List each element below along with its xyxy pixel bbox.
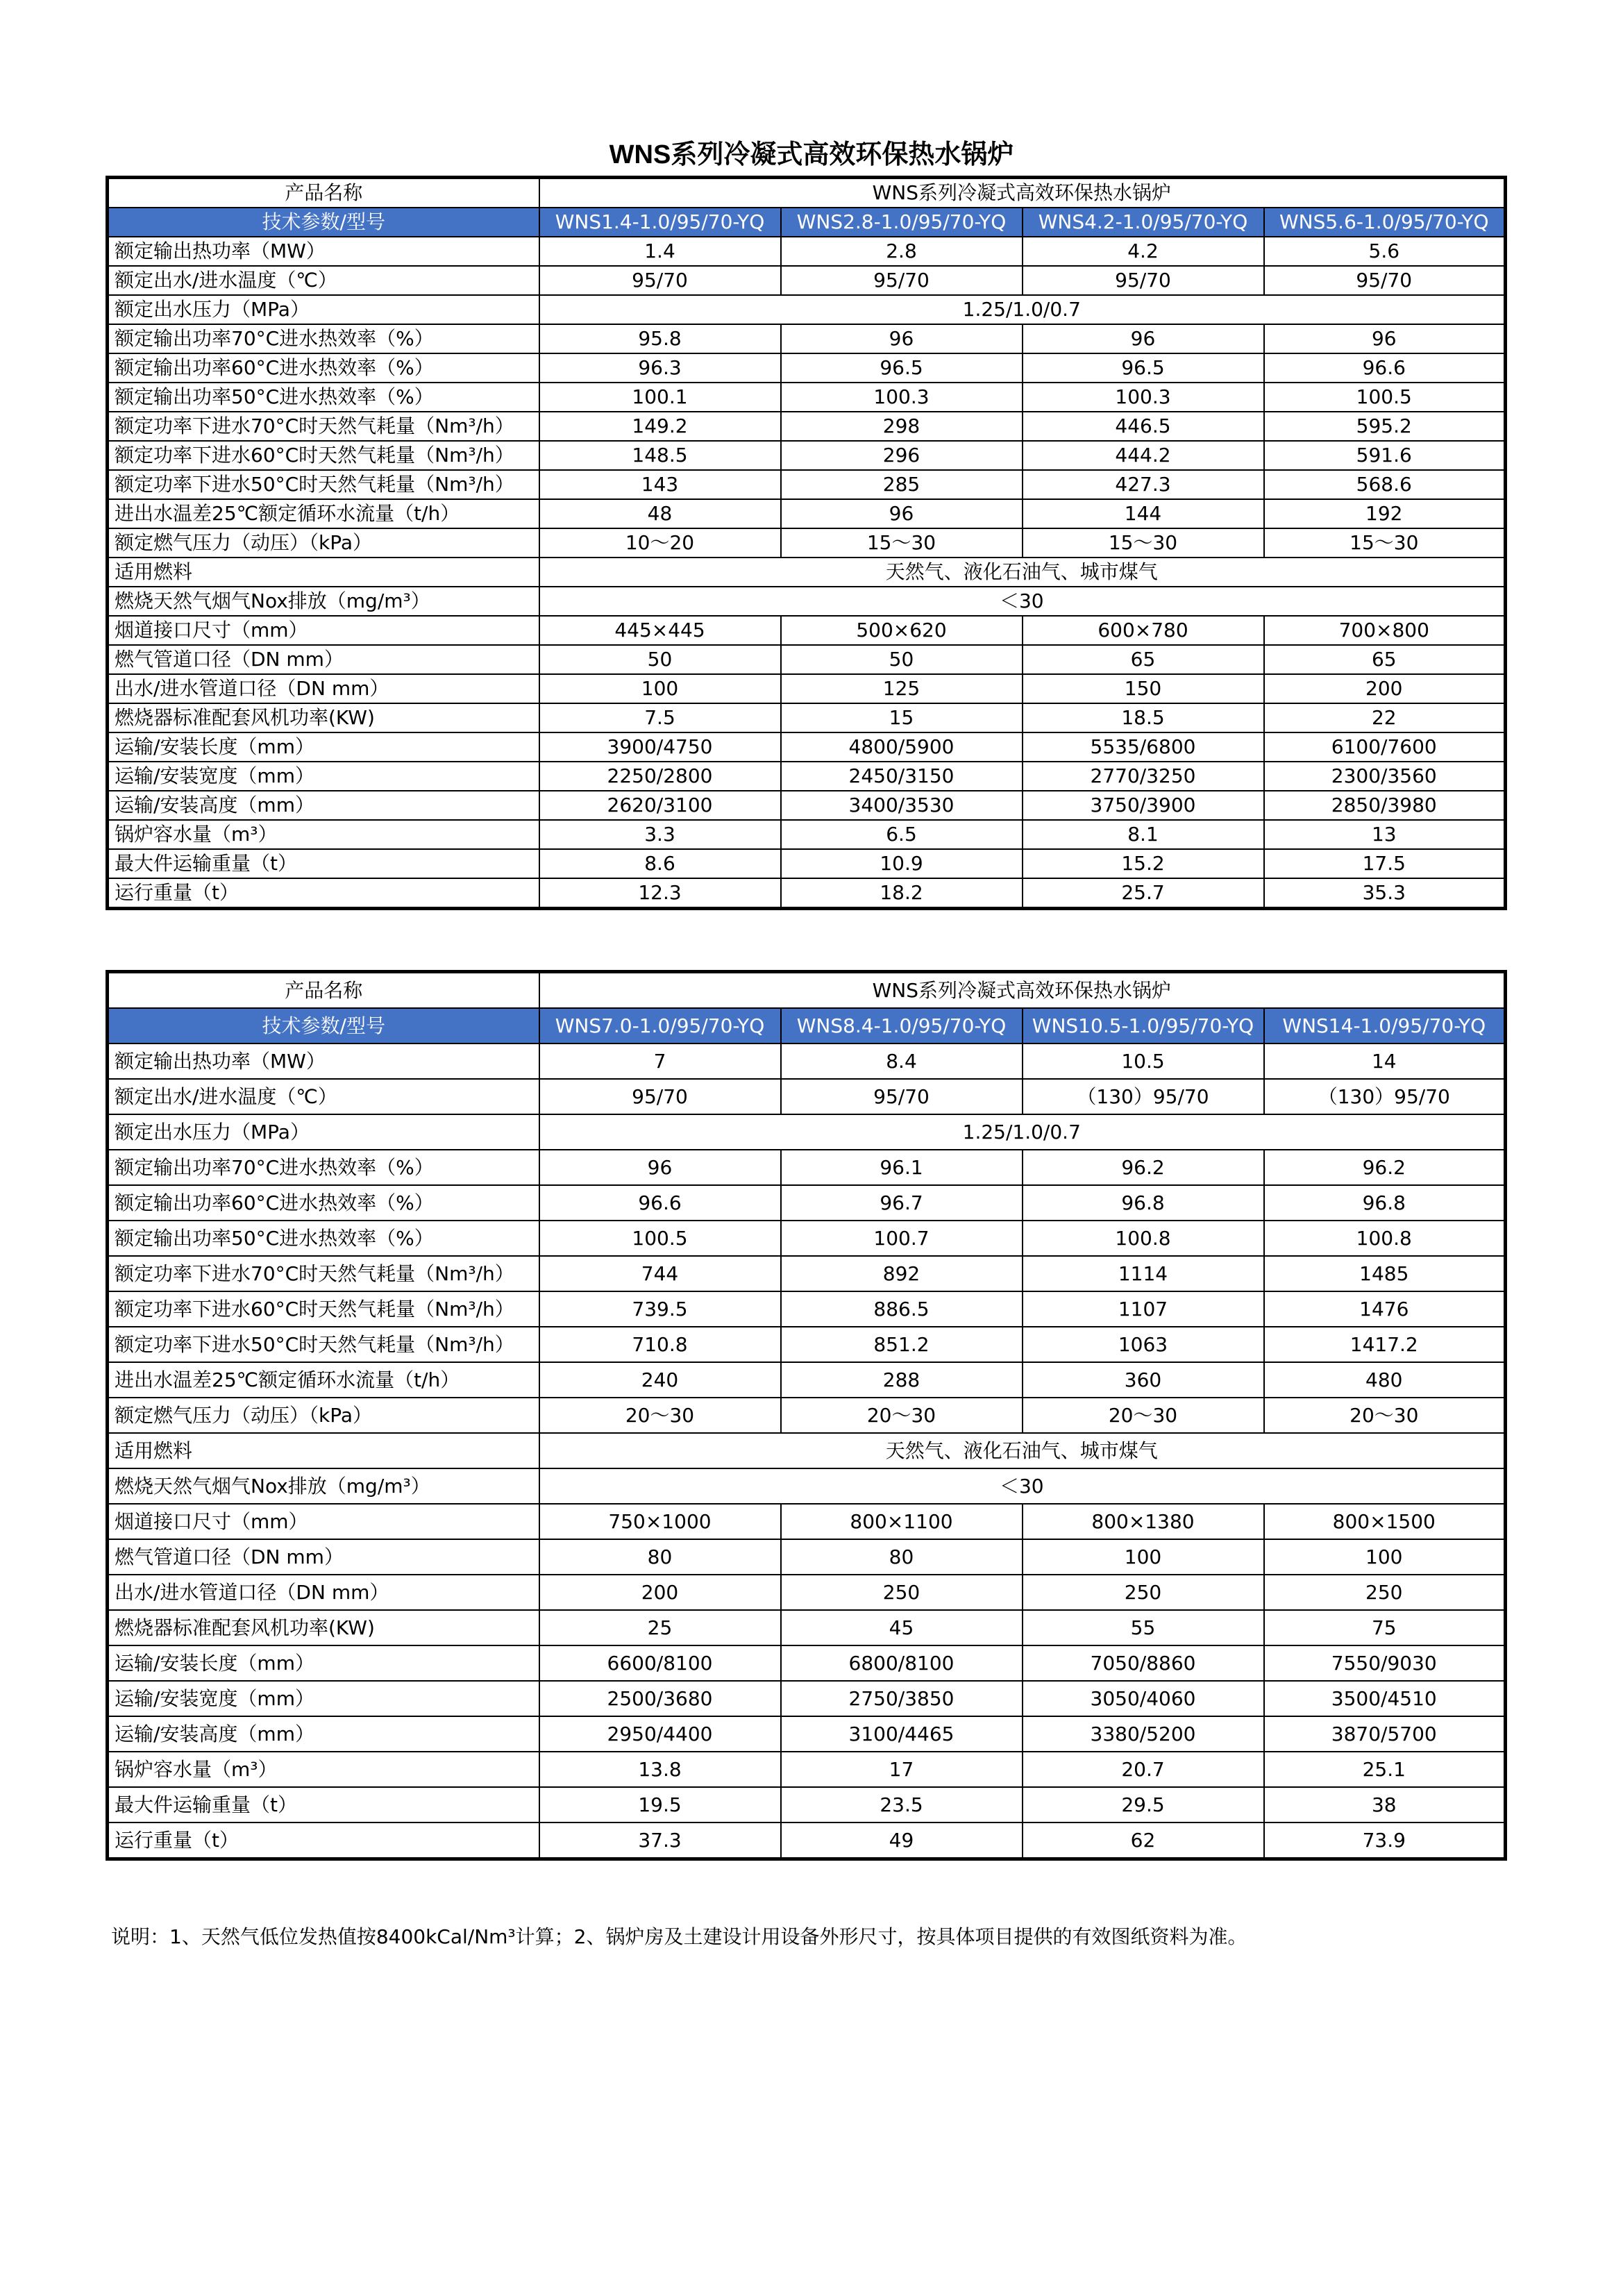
value-cell: 35.3 — [1264, 878, 1506, 909]
value-cell: 96.6 — [1264, 353, 1506, 383]
row-label: 进出水温差25℃额定循环水流量（t/h） — [108, 499, 539, 528]
value-cell: 96 — [781, 499, 1023, 528]
row-label: 运输/安装长度（mm） — [108, 1645, 539, 1681]
value-cell: 150 — [1023, 674, 1264, 703]
row-label: 适用燃料 — [108, 558, 539, 587]
table-row — [108, 732, 1506, 762]
model-header: WNS10.5-1.0/95/70-YQ — [1023, 1008, 1264, 1044]
value-cell: 445×445 — [539, 616, 781, 645]
table-row — [108, 1221, 1506, 1256]
merged-value-cell: ＜30 — [539, 587, 1506, 616]
value-cell: 1417.2 — [1264, 1327, 1506, 1362]
table-row — [108, 1752, 1506, 1787]
product-name-label: 产品名称 — [108, 972, 539, 1009]
row-label: 燃烧器标准配套风机功率(KW) — [108, 703, 539, 732]
value-cell: 95/70 — [1264, 266, 1506, 295]
table-row — [108, 762, 1506, 791]
value-cell: 800×1380 — [1023, 1504, 1264, 1539]
value-cell: 95/70 — [1023, 266, 1264, 295]
value-cell: 500×620 — [781, 616, 1023, 645]
row-label: 燃烧天然气烟气Nox排放（mg/m³） — [108, 1468, 539, 1504]
row-label: 进出水温差25℃额定循环水流量（t/h） — [108, 1362, 539, 1398]
table-row — [108, 1327, 1506, 1362]
value-cell: 95/70 — [539, 266, 781, 295]
value-cell: 38 — [1264, 1787, 1506, 1822]
value-cell: 96 — [781, 324, 1023, 353]
value-cell: 95/70 — [781, 266, 1023, 295]
value-cell: 892 — [781, 1256, 1023, 1291]
value-cell: 22 — [1264, 703, 1506, 732]
row-label: 额定功率下进水70°C时天然气耗量（Nm³/h） — [108, 412, 539, 441]
row-label: 额定输出功率70°C进水热效率（%） — [108, 324, 539, 353]
value-cell: 288 — [781, 1362, 1023, 1398]
product-name-value: WNS系列冷凝式高效环保热水锅炉 — [539, 972, 1506, 1009]
value-cell: 1485 — [1264, 1256, 1506, 1291]
value-cell: 4800/5900 — [781, 732, 1023, 762]
row-label: 运输/安装长度（mm） — [108, 732, 539, 762]
value-cell: 100 — [539, 674, 781, 703]
table-row — [108, 1822, 1506, 1859]
row-label: 出水/进水管道口径（DN mm） — [108, 674, 539, 703]
model-header: WNS8.4-1.0/95/70-YQ — [781, 1008, 1023, 1044]
row-label: 额定输出功率60°C进水热效率（%） — [108, 1185, 539, 1221]
value-cell: 14 — [1264, 1044, 1506, 1079]
spec-table-2 — [106, 970, 1507, 1861]
value-cell: 750×1000 — [539, 1504, 781, 1539]
table-row — [108, 1079, 1506, 1114]
value-cell: 17.5 — [1264, 849, 1506, 878]
value-cell: 2770/3250 — [1023, 762, 1264, 791]
table-row — [108, 1610, 1506, 1645]
value-cell: 10.9 — [781, 849, 1023, 878]
table-row — [108, 1150, 1506, 1185]
value-cell: 20～30 — [781, 1398, 1023, 1433]
value-cell: 739.5 — [539, 1291, 781, 1327]
value-cell: 100.8 — [1264, 1221, 1506, 1256]
value-cell: 73.9 — [1264, 1822, 1506, 1859]
value-cell: 6.5 — [781, 820, 1023, 849]
table-row — [108, 674, 1506, 703]
table-row — [108, 1291, 1506, 1327]
model-header-row — [108, 208, 1506, 237]
footnote: 说明：1、天然气低位发热值按8400kCal/Nm³计算；2、锅炉房及土建设计用设备外形尺寸，按具体项目提供的有效图纸资料为准。 — [111, 1925, 1247, 1948]
model-header-row — [108, 1008, 1506, 1044]
value-cell: 12.3 — [539, 878, 781, 909]
value-cell: 55 — [1023, 1610, 1264, 1645]
table-row — [108, 791, 1506, 820]
row-label: 额定出水压力（MPa） — [108, 1114, 539, 1150]
value-cell: 240 — [539, 1362, 781, 1398]
value-cell: 6100/7600 — [1264, 732, 1506, 762]
model-header-label: 技术参数/型号 — [108, 208, 539, 237]
value-cell: 143 — [539, 470, 781, 499]
value-cell: 100.5 — [1264, 383, 1506, 412]
table-row — [108, 558, 1506, 587]
row-label: 烟道接口尺寸（mm） — [108, 616, 539, 645]
value-cell: 444.2 — [1023, 441, 1264, 470]
value-cell: 20～30 — [539, 1398, 781, 1433]
table-row — [108, 470, 1506, 499]
row-label: 运输/安装高度（mm） — [108, 791, 539, 820]
row-label: 额定出水/进水温度（℃） — [108, 266, 539, 295]
value-cell: 800×1500 — [1264, 1504, 1506, 1539]
value-cell: 100.1 — [539, 383, 781, 412]
value-cell: 25.7 — [1023, 878, 1264, 909]
row-label: 燃气管道口径（DN mm） — [108, 1539, 539, 1575]
value-cell: 100.7 — [781, 1221, 1023, 1256]
table-row — [108, 1256, 1506, 1291]
value-cell: 886.5 — [781, 1291, 1023, 1327]
table-row — [108, 820, 1506, 849]
value-cell: 298 — [781, 412, 1023, 441]
value-cell: 6800/8100 — [781, 1645, 1023, 1681]
row-label: 额定燃气压力（动压）（kPa） — [108, 1398, 539, 1433]
value-cell: 15～30 — [1023, 528, 1264, 558]
value-cell: 250 — [1264, 1575, 1506, 1610]
table-row — [108, 849, 1506, 878]
value-cell: 80 — [539, 1539, 781, 1575]
value-cell: 851.2 — [781, 1327, 1023, 1362]
value-cell: 48 — [539, 499, 781, 528]
value-cell: 427.3 — [1023, 470, 1264, 499]
value-cell: 100.5 — [539, 1221, 781, 1256]
row-label: 锅炉容水量（m³） — [108, 820, 539, 849]
value-cell: 3380/5200 — [1023, 1716, 1264, 1752]
value-cell: 10.5 — [1023, 1044, 1264, 1079]
table-row — [108, 616, 1506, 645]
value-cell: 3500/4510 — [1264, 1681, 1506, 1716]
table-row — [108, 441, 1506, 470]
value-cell: 2950/4400 — [539, 1716, 781, 1752]
row-label: 额定输出功率70°C进水热效率（%） — [108, 1150, 539, 1185]
value-cell: 100.3 — [1023, 383, 1264, 412]
value-cell: 149.2 — [539, 412, 781, 441]
value-cell: 2500/3680 — [539, 1681, 781, 1716]
value-cell: 446.5 — [1023, 412, 1264, 441]
product-name-label: 产品名称 — [108, 178, 539, 208]
value-cell: 3870/5700 — [1264, 1716, 1506, 1752]
row-label: 燃烧器标准配套风机功率(KW) — [108, 1610, 539, 1645]
value-cell: 15～30 — [1264, 528, 1506, 558]
value-cell: 568.6 — [1264, 470, 1506, 499]
model-header: WNS5.6-1.0/95/70-YQ — [1264, 208, 1506, 237]
row-label: 额定功率下进水60°C时天然气耗量（Nm³/h） — [108, 441, 539, 470]
table-row — [108, 703, 1506, 732]
table-row — [108, 1362, 1506, 1398]
value-cell: 2250/2800 — [539, 762, 781, 791]
value-cell: 1476 — [1264, 1291, 1506, 1327]
value-cell: 2620/3100 — [539, 791, 781, 820]
row-label: 锅炉容水量（m³） — [108, 1752, 539, 1787]
value-cell: 2.8 — [781, 237, 1023, 266]
value-cell: 17 — [781, 1752, 1023, 1787]
value-cell: 595.2 — [1264, 412, 1506, 441]
table-row — [108, 1681, 1506, 1716]
value-cell: 250 — [781, 1575, 1023, 1610]
table-row — [108, 237, 1506, 266]
value-cell: 744 — [539, 1256, 781, 1291]
value-cell: 13.8 — [539, 1752, 781, 1787]
table-row — [108, 1539, 1506, 1575]
table-row — [108, 1114, 1506, 1150]
value-cell: 18.2 — [781, 878, 1023, 909]
value-cell: 65 — [1264, 645, 1506, 674]
value-cell: 7.5 — [539, 703, 781, 732]
value-cell: 96 — [1023, 324, 1264, 353]
product-name-row — [108, 972, 1506, 1009]
value-cell: 480 — [1264, 1362, 1506, 1398]
table-row — [108, 1716, 1506, 1752]
value-cell: 8.6 — [539, 849, 781, 878]
value-cell: 148.5 — [539, 441, 781, 470]
table-row — [108, 645, 1506, 674]
table-row — [108, 1398, 1506, 1433]
value-cell: 19.5 — [539, 1787, 781, 1822]
value-cell: 10～20 — [539, 528, 781, 558]
value-cell: 96.8 — [1023, 1185, 1264, 1221]
value-cell: 296 — [781, 441, 1023, 470]
row-label: 额定输出功率50°C进水热效率（%） — [108, 383, 539, 412]
row-label: 最大件运输重量（t） — [108, 849, 539, 878]
value-cell: 2850/3980 — [1264, 791, 1506, 820]
value-cell: 23.5 — [781, 1787, 1023, 1822]
value-cell: 1107 — [1023, 1291, 1264, 1327]
value-cell: 2750/3850 — [781, 1681, 1023, 1716]
value-cell: 4.2 — [1023, 237, 1264, 266]
value-cell: 37.3 — [539, 1822, 781, 1859]
row-label: 额定燃气压力（动压）（kPa） — [108, 528, 539, 558]
value-cell: 96.3 — [539, 353, 781, 383]
value-cell: 3750/3900 — [1023, 791, 1264, 820]
value-cell: 144 — [1023, 499, 1264, 528]
value-cell: 62 — [1023, 1822, 1264, 1859]
table-row — [108, 587, 1506, 616]
row-label: 燃烧天然气烟气Nox排放（mg/m³） — [108, 587, 539, 616]
value-cell: 125 — [781, 674, 1023, 703]
table-row — [108, 499, 1506, 528]
row-label: 运行重量（t） — [108, 878, 539, 909]
value-cell: 3050/4060 — [1023, 1681, 1264, 1716]
value-cell: 200 — [1264, 674, 1506, 703]
value-cell: 100 — [1264, 1539, 1506, 1575]
value-cell: 250 — [1023, 1575, 1264, 1610]
value-cell: 3.3 — [539, 820, 781, 849]
merged-value-cell: ＜30 — [539, 1468, 1506, 1504]
value-cell: 45 — [781, 1610, 1023, 1645]
value-cell: 96.1 — [781, 1150, 1023, 1185]
value-cell: 96.8 — [1264, 1185, 1506, 1221]
value-cell: 50 — [539, 645, 781, 674]
value-cell: 200 — [539, 1575, 781, 1610]
value-cell: 2450/3150 — [781, 762, 1023, 791]
row-label: 燃气管道口径（DN mm） — [108, 645, 539, 674]
value-cell: 285 — [781, 470, 1023, 499]
value-cell: （130）95/70 — [1264, 1079, 1506, 1114]
row-label: 额定功率下进水50°C时天然气耗量（Nm³/h） — [108, 470, 539, 499]
model-header-label: 技术参数/型号 — [108, 1008, 539, 1044]
merged-value-cell: 天然气、液化石油气、城市煤气 — [539, 558, 1506, 587]
value-cell: 20～30 — [1023, 1398, 1264, 1433]
table-row — [108, 266, 1506, 295]
value-cell: 15 — [781, 703, 1023, 732]
value-cell: 710.8 — [539, 1327, 781, 1362]
value-cell: 95.8 — [539, 324, 781, 353]
model-header: WNS4.2-1.0/95/70-YQ — [1023, 208, 1264, 237]
row-label: 额定出水/进水温度（℃） — [108, 1079, 539, 1114]
value-cell: 7550/9030 — [1264, 1645, 1506, 1681]
value-cell: （130）95/70 — [1023, 1079, 1264, 1114]
table-row — [108, 528, 1506, 558]
value-cell: 29.5 — [1023, 1787, 1264, 1822]
row-label: 运行重量（t） — [108, 1822, 539, 1859]
value-cell: 96.2 — [1264, 1150, 1506, 1185]
row-label: 运输/安装宽度（mm） — [108, 1681, 539, 1716]
value-cell: 7050/8860 — [1023, 1645, 1264, 1681]
value-cell: 600×780 — [1023, 616, 1264, 645]
table-row — [108, 1468, 1506, 1504]
model-header: WNS14-1.0/95/70-YQ — [1264, 1008, 1506, 1044]
value-cell: 96 — [539, 1150, 781, 1185]
table-row — [108, 1575, 1506, 1610]
value-cell: 700×800 — [1264, 616, 1506, 645]
value-cell: 100 — [1023, 1539, 1264, 1575]
value-cell: 18.5 — [1023, 703, 1264, 732]
row-label: 额定输出功率50°C进水热效率（%） — [108, 1221, 539, 1256]
spec-table-1 — [106, 176, 1507, 910]
value-cell: 591.6 — [1264, 441, 1506, 470]
value-cell: 15.2 — [1023, 849, 1264, 878]
value-cell: 25 — [539, 1610, 781, 1645]
row-label: 额定输出热功率（MW） — [108, 1044, 539, 1079]
row-label: 适用燃料 — [108, 1433, 539, 1468]
value-cell: 5535/6800 — [1023, 732, 1264, 762]
table-row — [108, 412, 1506, 441]
table-row — [108, 295, 1506, 324]
table-row — [108, 383, 1506, 412]
merged-value-cell: 天然气、液化石油气、城市煤气 — [539, 1433, 1506, 1468]
value-cell: 96.6 — [539, 1185, 781, 1221]
value-cell: 96 — [1264, 324, 1506, 353]
row-label: 额定功率下进水70°C时天然气耗量（Nm³/h） — [108, 1256, 539, 1291]
value-cell: 65 — [1023, 645, 1264, 674]
value-cell: 3100/4465 — [781, 1716, 1023, 1752]
value-cell: 20～30 — [1264, 1398, 1506, 1433]
value-cell: 800×1100 — [781, 1504, 1023, 1539]
value-cell: 192 — [1264, 499, 1506, 528]
table-row — [108, 353, 1506, 383]
value-cell: 1.4 — [539, 237, 781, 266]
table-row — [108, 1433, 1506, 1468]
value-cell: 75 — [1264, 1610, 1506, 1645]
value-cell: 49 — [781, 1822, 1023, 1859]
row-label: 运输/安装宽度（mm） — [108, 762, 539, 791]
value-cell: 8.4 — [781, 1044, 1023, 1079]
row-label: 最大件运输重量（t） — [108, 1787, 539, 1822]
row-label: 运输/安装高度（mm） — [108, 1716, 539, 1752]
value-cell: 8.1 — [1023, 820, 1264, 849]
product-name-row — [108, 178, 1506, 208]
model-header: WNS2.8-1.0/95/70-YQ — [781, 208, 1023, 237]
table-row — [108, 1787, 1506, 1822]
value-cell: 6600/8100 — [539, 1645, 781, 1681]
merged-value-cell: 1.25/1.0/0.7 — [539, 295, 1506, 324]
row-label: 额定输出功率60°C进水热效率（%） — [108, 353, 539, 383]
row-label: 出水/进水管道口径（DN mm） — [108, 1575, 539, 1610]
value-cell: 1063 — [1023, 1327, 1264, 1362]
table-row — [108, 1504, 1506, 1539]
value-cell: 80 — [781, 1539, 1023, 1575]
row-label: 额定功率下进水50°C时天然气耗量（Nm³/h） — [108, 1327, 539, 1362]
value-cell: 100.8 — [1023, 1221, 1264, 1256]
value-cell: 100.3 — [781, 383, 1023, 412]
table-row — [108, 878, 1506, 909]
table-row — [108, 324, 1506, 353]
value-cell: 5.6 — [1264, 237, 1506, 266]
merged-value-cell: 1.25/1.0/0.7 — [539, 1114, 1506, 1150]
table-row — [108, 1044, 1506, 1079]
model-header: WNS1.4-1.0/95/70-YQ — [539, 208, 781, 237]
value-cell: 7 — [539, 1044, 781, 1079]
model-header: WNS7.0-1.0/95/70-YQ — [539, 1008, 781, 1044]
value-cell: 25.1 — [1264, 1752, 1506, 1787]
value-cell: 96.5 — [781, 353, 1023, 383]
value-cell: 15～30 — [781, 528, 1023, 558]
value-cell: 2300/3560 — [1264, 762, 1506, 791]
value-cell: 13 — [1264, 820, 1506, 849]
table-row — [108, 1645, 1506, 1681]
product-name-value: WNS系列冷凝式高效环保热水锅炉 — [539, 178, 1506, 208]
table-row — [108, 1185, 1506, 1221]
page-title: WNS系列冷凝式高效环保热水锅炉 — [609, 140, 1014, 169]
value-cell: 50 — [781, 645, 1023, 674]
value-cell: 96.2 — [1023, 1150, 1264, 1185]
value-cell: 3900/4750 — [539, 732, 781, 762]
row-label: 额定功率下进水60°C时天然气耗量（Nm³/h） — [108, 1291, 539, 1327]
row-label: 烟道接口尺寸（mm） — [108, 1504, 539, 1539]
row-label: 额定输出热功率（MW） — [108, 237, 539, 266]
row-label: 额定出水压力（MPa） — [108, 295, 539, 324]
value-cell: 20.7 — [1023, 1752, 1264, 1787]
value-cell: 95/70 — [539, 1079, 781, 1114]
value-cell: 96.5 — [1023, 353, 1264, 383]
value-cell: 96.7 — [781, 1185, 1023, 1221]
value-cell: 3400/3530 — [781, 791, 1023, 820]
value-cell: 360 — [1023, 1362, 1264, 1398]
value-cell: 95/70 — [781, 1079, 1023, 1114]
value-cell: 1114 — [1023, 1256, 1264, 1291]
